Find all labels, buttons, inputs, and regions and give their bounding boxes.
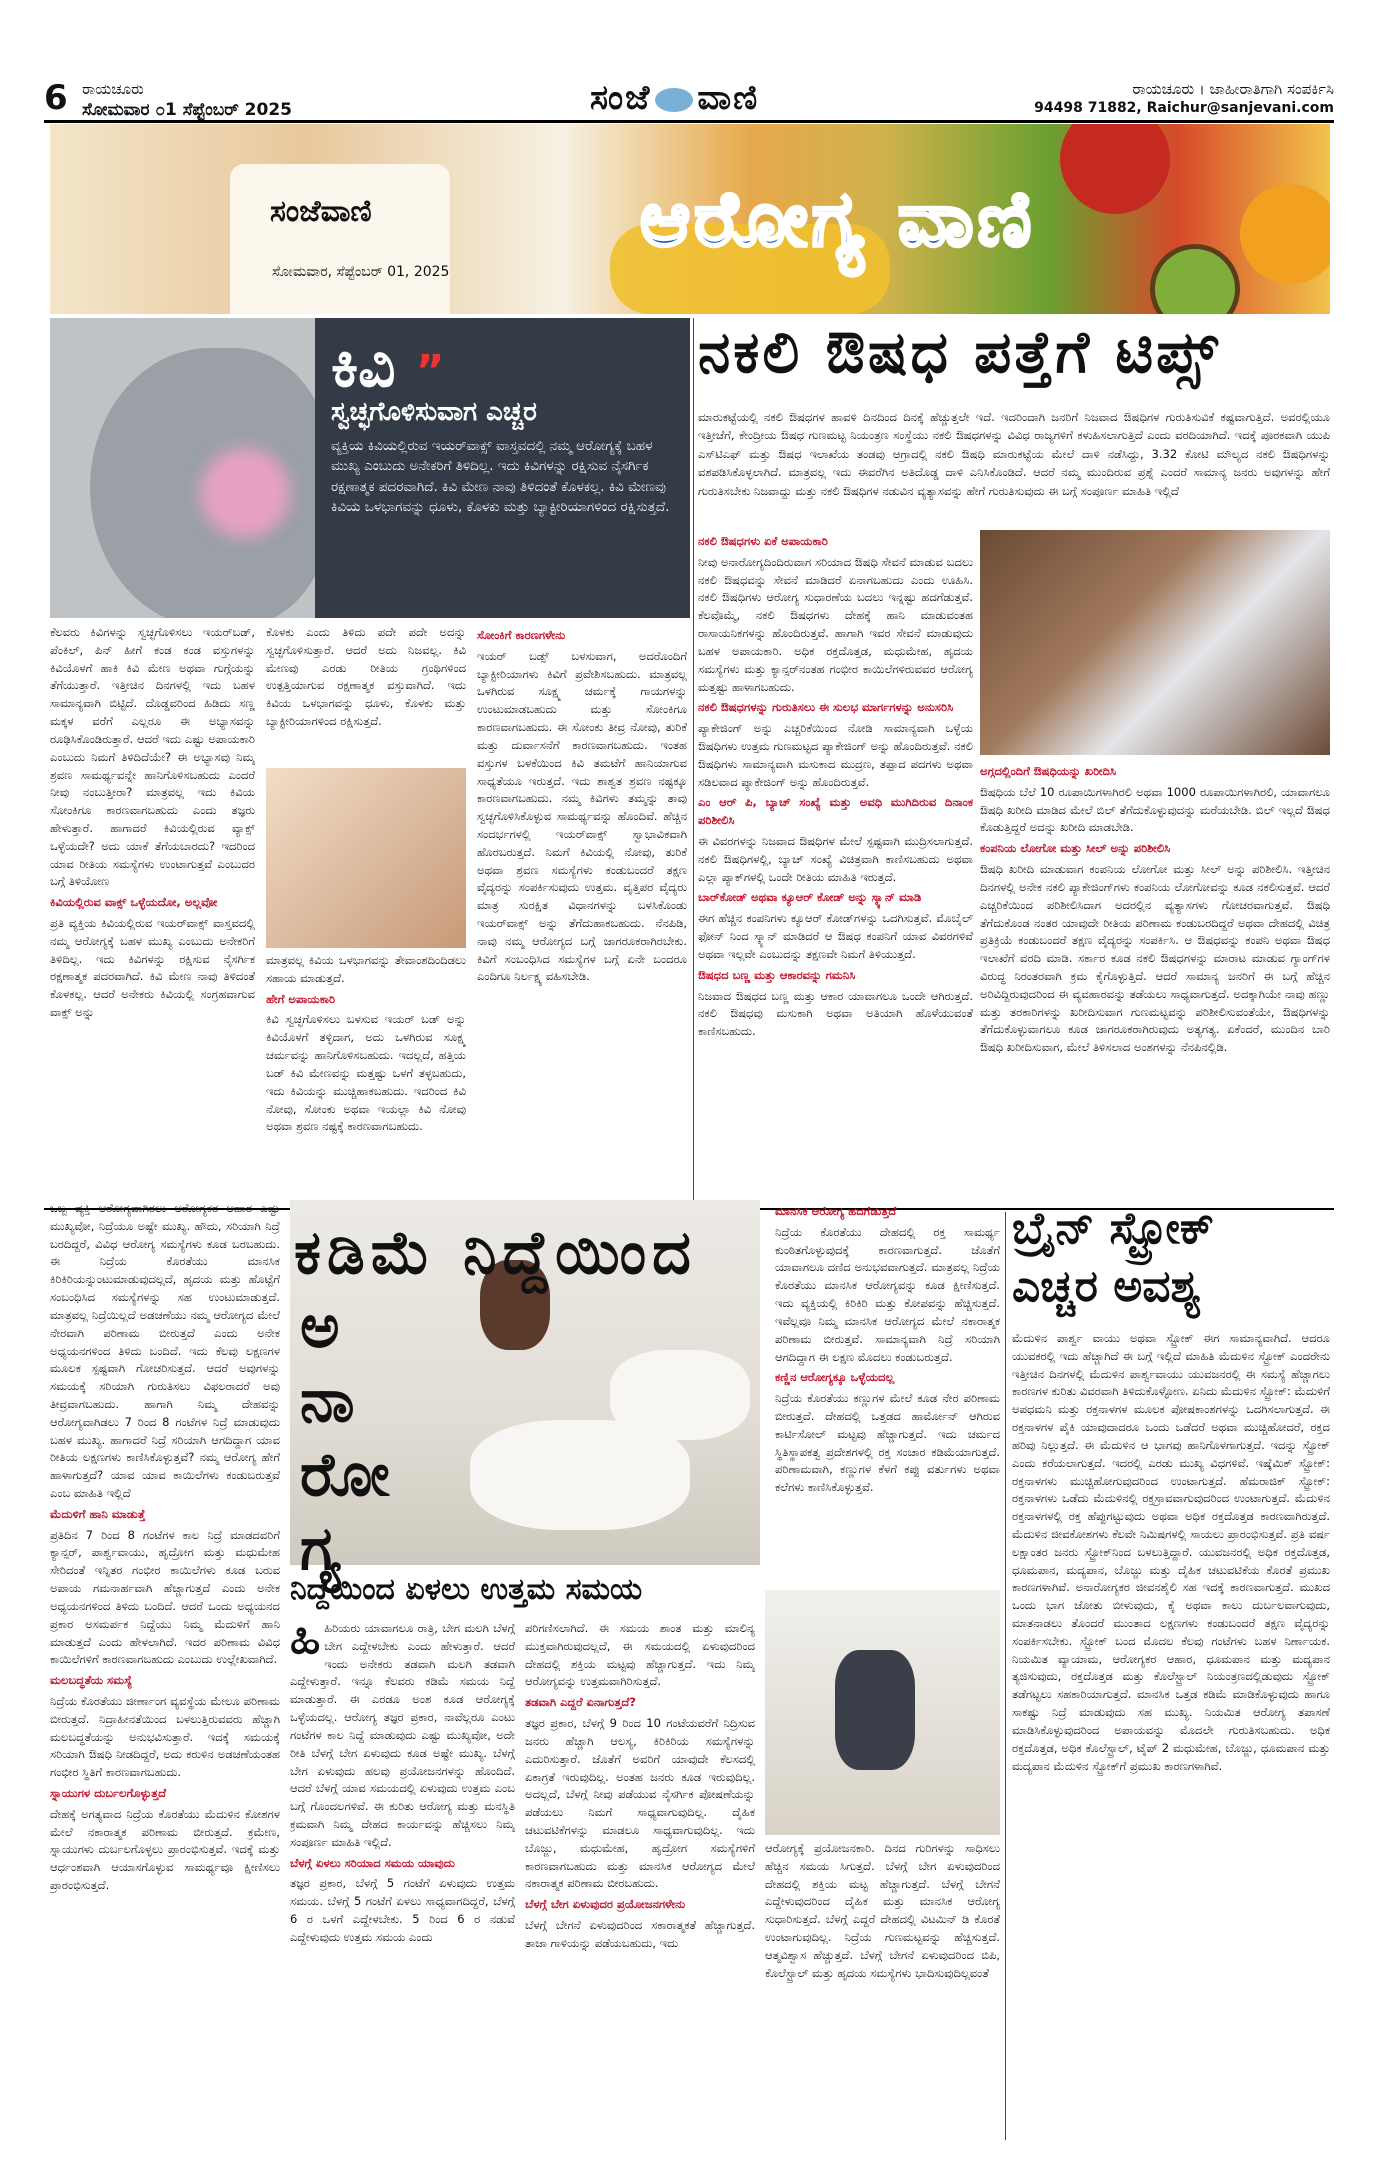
sleep-headline: ಕಡಿಮೆ ನಿದ್ದೆಯಿಂದ [294,1218,697,1288]
fake-subhead-1: ನಕಲಿ ಔಷಧಗಳು ಏಕೆ ಅಪಾಯಕಾರಿ [698,534,828,548]
edition-label: ರಾಯಚೂರು [82,80,144,98]
ad-contact-details: 94498 71882, Raichur@sanjevani.com [1034,100,1334,116]
sleep-body-f: ನಿದ್ರೆಯ ಕೊರತೆಯು ಕಣ್ಣುಗಳ ಮೇಲೆ ಕೂಡ ನೇರ ಪರಿಣಾಮ ಬೀರುತ್ತದೆ. ದೇಹದಲ್ಲಿ ಒತ್ತಡದ ಹಾರ್ಮೋನ್ ಆಗಿರುವ ಕಾರ್ಟಿಸೋಲ್ ಮಟ್ಟವು ಹೆಚ್ಚಾಗುತ್ತದೆ. ಇದು ಚರ್ಮದ ಸ್ಥಿತಿಸ್ಥಾಪಕತ್ವ ಪ್ರದೇಶಗಳಲ್ಲಿ ರಕ್ತ ಸಂಚಾರ ಕಡಿಮೆಯಾಗುತ್ತದೆ. ಪರಿಣಾಮವಾಗಿ, ಕಣ್ಣುಗಳ ಕೆಳಗೆ ಕಪ್ಪು ವರ್ತುಗಳು ಅಥವಾ ಕಲೆಗಳು ಕಾಣಿಸಿಕೊಳ್ಳುತ್ತವೆ. [775,1391,1000,1495]
sleep-column-2 [775,1200,1000,1584]
fake-column-2 [980,760,1330,1204]
waking-woman-photo [765,1590,1000,1835]
quote-icon: ” [415,346,445,397]
wake-subhead-1: ಬೆಳಗ್ಗೆ ಏಳಲು ಸರಿಯಾದ ಸಮಯ ಯಾವುದು [290,1855,455,1870]
fake-column-1 [698,530,973,1204]
sleep-subhead-2: ಮಲಬದ್ಧತೆಯ ಸಮಸ್ಯೆ [50,1673,133,1688]
fake-subhead-6: ಅಗ್ಗದಲ್ಲಿಂದಿಗೆ ಔಷಧಿಯನ್ನು ಖರೀದಿಸಿ [980,764,1117,778]
blanket-shape [470,1420,690,1530]
wake-column-1 [290,1620,515,2140]
wake-subhead-3: ಬೆಳಗ್ಗೆ ಬೇಗ ಏಳುವುದರ ಪ್ರಯೋಜನಗಳೇನು [525,1897,686,1912]
sleep-body-b: ಪ್ರತಿದಿನ 7 ರಿಂದ 8 ಗಂಟೆಗಳ ಕಾಲ ನಿದ್ರೆ ಮಾಡದವರಿಗೆ ಕ್ಯಾನ್ಸರ್, ಪಾರ್ಶ್ವವಾಯು, ಹೃದ್ರೋಗ ಮತ್ತು ಮಧುಮೇಹ ಸೇರಿದಂತೆ ಇನ್ನಿತರ ಗಂಭೀರ ಕಾಯಿಲೆಗಳು ಕೂಡ ಬರುವ ಅಪಾಯ ಗಮನಾರ್ಹವಾಗಿ ಹೆಚ್ಚಾಗುತ್ತದೆ ಎಂದು ಅನೇಕ ಅಧ್ಯಯನಗಳಿಂದ ತಿಳಿದು ಬಂದಿದೆ. ಆದರೆ ಒಂದು ಅಧ್ಯಯನದ ಪ್ರಕಾರ ಅಸಮರ್ಪಕ ನಿದ್ದೆಯು ನಿಮ್ಮ ಮೆದುಳಿಗೆ ಹಾನಿ ಮಾಡುತ್ತದೆ ಎಂದು ಹೇಳಲಾಗಿದೆ. ಇದರ ಪರಿಣಾಮ ವಿವಿಧ ಕಾಯಿಲೆಗಳಿಗೆ ಕಾರಣವಾಗಬಹುದು ಎಂಬುದು ಉಲ್ಲೇಖವಾಗಿದೆ. [50,1527,280,1667]
fake-body-a: ನೀವು ಅನಾರೋಗ್ಯದಿಂದಿರುವಾಗ ಸರಿಯಾದ ಔಷಧಿ ಸೇವನೆ ಮಾಡುವ ಬದಲು ನಕಲಿ ಔಷಧವನ್ನು ಸೇವನೆ ಮಾಡಿದರೆ ಏನಾಗಬಹುದು ಎಂದು ಊಹಿಸಿ. ನಕಲಿ ಔಷಧಿಗಳು ಆರೋಗ್ಯ ಸುಧಾರಣೆಯ ಬದಲು ಇನ್ನಷ್ಟು ಹದಗೆಡುತ್ತವೆ. ಕೆಲವೊಮ್ಮೆ, ನಕಲಿ ಔಷಧಗಳು ದೇಹಕ್ಕೆ ಹಾನಿ ಮಾಡುವಂತಹ ರಾಸಾಯನಿಕಗಳನ್ನು ಹೊಂದಿರುತ್ತವೆ. ಹಾಗಾಗಿ ಇವರ ಸೇವನೆ ಮಾಡುವುದು ಬಹಳ ಅಪಾಯಕಾರಿ. ಅಧಿಕ ರಕ್ತದೊತ್ತಡ, ಮಧುಮೇಹ, ಹೃದಯ ಸಮಸ್ಯೆಗಳು ಮತ್ತು ಕ್ಯಾನ್ಸರ್‌ನಂತಹ ಗಂಭೀರ ಕಾಯಿಲೆಗಳಿರುವವರ ಆರೋಗ್ಯ ಮತ್ತಷ್ಟು ಹಾಳಾಗಬಹುದು. [698,554,973,694]
masthead-rule [44,120,1334,123]
sleep-subhead-3: ಸ್ನಾಯುಗಳ ದುರ್ಬಲಗೊಳ್ಳುತ್ತದೆ [50,1786,167,1800]
fake-medicine-headline: ನಕಲಿ ಔಷಧ ಪತ್ತೆಗೆ ಟಿಪ್ಸ್ [698,318,1221,386]
wake-column-2 [525,1620,755,2140]
ear-column-1 [50,624,255,1204]
ear-col2-body-c: ಕಿವಿ ಸ್ವಚ್ಛಗೊಳಿಸಲು ಬಳಸುವ ಇಯರ್ ಬಡ್ ಅನ್ನು ಕಿವಿಯೊಳಗೆ ತಳ್ಳಿದಾಗ, ಅದು ಒಳಗಿರುವ ಸೂಕ್ಷ್ಮ ಚರ್ಮವನ್ನು ಹಾನಿಗೊಳಿಸಬಹುದು. ಇದಲ್ಲದೆ, ಹತ್ತಿಯ ಬಡ್ ಕಿವಿ ಮೇಣವನ್ನು ಮತ್ತಷ್ಟು ಒಳಗೆ ತಳ್ಳಬಹುದು, ಇದು ಕಿವಿಯನ್ನು ಮುಚ್ಚಿಹಾಕಬಹುದು. ಇದರಿಂದ ಕಿವಿ ನೋವು, ಸೋಂಕು ಅಥವಾ ಇಯಲ್ಲಾ ಕಿವಿ ನೋವು ಅಥವಾ ಶ್ರವಣ ನಷ್ಟಕ್ಕೆ ಕಾರಣವಾಗಬಹುದು. [266,1012,466,1134]
sleep-headline-vertical [300,1290,390,1586]
wake-column-3 [765,1840,1000,2140]
fake-subhead-2: ನಕಲಿ ಔಷಧಗಳನ್ನು ಗುರುತಿಸಲು ಈ ಸುಲಭ ಮಾರ್ಗಗಳನ್ನು ಅನುಸರಿಸಿ [698,700,954,715]
wake-body-e: ಬೆಳಗ್ಗೆ ಬೇಗನೆ ಏಳುವುದರಿಂದ ಸಕಾರಾತ್ಮಕತೆ ಹೆಚ್ಚಾಗುತ್ತದೆ. ತಾಜಾ ಗಾಳಿಯನ್ನು ಪಡೆಯಬಹುದು, ಇದು [525,1918,755,1950]
orange-image [1240,184,1330,284]
apple-image [1060,124,1170,214]
ear-headline-2: ಸ್ವಚ್ಛಗೊಳಿಸುವಾಗ ಎಚ್ಚರ [331,397,537,427]
fake-body-b: ಪ್ಯಾಕೇಜಿಂಗ್ ಅನ್ನು ಎಚ್ಚರಿಕೆಯಿಂದ ನೋಡಿ ಸಾಮಾನ್ಯವಾಗಿ ಒಳ್ಳೆಯ ಔಷಧಿಗಳು ಉತ್ತಮ ಗುಣಮಟ್ಟದ ಪ್ಯಾಕೇಜಿಂಗ್ ಅನ್ನು ಹೊಂದಿರುತ್ತವೆ. ನಕಲಿ ಔಷಧಿಗಳು ಸಾಮಾನ್ಯವಾಗಿ ಮಸುಕಾದ ಮುದ್ರಣ, ತಪ್ಪಾದ ಪದಗಳು ಅಥವಾ ಸಡಿಲವಾದ ಪ್ಯಾಕೇಜಿಂಗ್ ಅನ್ನು ಹೊಂದಿರುತ್ತವೆ. [698,721,973,789]
wake-headline: ನಿದ್ದೆಯಿಂದ ಏಳಲು ಉತ್ತಮ ಸಮಯ [290,1572,643,1607]
stroke-column [1012,1330,1330,2140]
fake-medicine-dek: ಮಾರುಕಟ್ಟೆಯಲ್ಲಿ ನಕಲಿ ಔಷಧಗಳ ಹಾವಳಿ ದಿನದಿಂದ ದಿನಕ್ಕೆ ಹೆಚ್ಚುತ್ತಲೇ ಇದೆ. ಇದರಿಂದಾಗಿ ಜನರಿಗೆ ನಿಜವಾದ ಔಷಧಿಗಳ ಗುರುತಿಸುವಿಕೆ ಕಷ್ಟವಾಗುತ್ತಿದೆ. ಅವರಲ್ಲಿಯೂ ಇತ್ತೀಚೆಗೆ, ಕೇಂದ್ರೀಯ ಔಷಧ ಗುಣಮಟ್ಟ ನಿಯಂತ್ರಣ ಸಂಸ್ಥೆಯು ನಕಲಿ ಔಷಧಗಳನ್ನು ವಿವಿಧ ರಾಜ್ಯಗಳಿಗೆ ಕಳುಹಿಸಲಾಗುತ್ತಿದೆ ಎಂದು ವರದಿಯಾಗಿದೆ. ಇದಕ್ಕೆ ಪೂರಕವಾಗಿ ಯುಪಿ ಎಸ್‌ಟಿಎಫ್ ಮತ್ತು ಔಷಧ ಇಲಾಖೆಯ ತಂಡವು ಆಗ್ರಾದಲ್ಲಿ ನಕಲಿ ಔಷಧಿ ಮಾರುಕಟ್ಟೆಯ ಮೇಲೆ ದಾಳಿ ನಡೆಸಿದ್ದು, 3.32 ಕೋಟಿ ಮೌಲ್ಯದ ನಕಲಿ ಔಷಧಿಗಳನ್ನು ವಶಪಡಿಸಿಕೊಳ್ಳಲಾಗಿದೆ. ಮಾತ್ರವಲ್ಲ ಇದು ಈವರೆಗಿನ ಅತಿದೊಡ್ಡ ದಾಳಿ ಎನಿಸಿಕೊಂಡಿದೆ. ಆದರೆ ನಮ್ಮ ಮುಂದಿರುವ ಪ್ರಶ್ನೆ ಎಂದರೆ ಸಾಮಾನ್ಯ ಜನರು ಅವುಗಳನ್ನು ಹೇಗೆ ಗುರುತಿಸಬೇಕು ನಿಜವಾದ್ದು ಮತ್ತು ನಕಲಿ ಔಷಧಿಗಳ ನಡುವಿನ ವ್ಯತ್ಯಾಸವನ್ನು ಹೇಗೆ ಗುರುತಿಸುವುದು ಈ ಬಗ್ಗೆ ಸಂಪೂರ್ಣ ಮಾಹಿತಿ ಇಲ್ಲಿದೆ [698,410,1330,498]
ear-col2-body-a: ಕೊಳಕು ಎಂದು ತಿಳಿದು ಪದೇ ಪದೇ ಅದನ್ನು ಸ್ವಚ್ಛಗೊಳಿಸುತ್ತಾರೆ. ಆದರೆ ಅದು ನಿಜವಲ್ಲ. ಕಿವಿ ಮೇಣವು ಎರಡು ರೀತಿಯ ಗ್ರಂಥಿಗಳಿಂದ ಉತ್ಪತ್ತಿಯಾಗುವ ರಕ್ಷಣಾತ್ಮಕ ವಸ್ತುವಾಗಿದೆ. ಇದು ಕಿವಿಯ ಒಳಭಾಗವನ್ನು ಧೂಳು, ಕೊಳಕು ಮತ್ತು ಬ್ಯಾಕ್ಟೀರಿಯಾಗಳಿಂದ ರಕ್ಷಿಸುತ್ತದೆ. [266,625,466,729]
wake-body-c: ಪರಿಗಣಿಸಲಾಗಿದೆ. ಈ ಸಮಯ ಶಾಂತ ಮತ್ತು ಮಾಲಿನ್ಯ ಮುಕ್ತವಾಗಿರುವುದಲ್ಲದೆ, ಈ ಸಮಯದಲ್ಲಿ ಏಳುವುದರಿಂದ ದೇಹದಲ್ಲಿ ಶಕ್ತಿಯ ಮಟ್ಟವು ಹೆಚ್ಚಾಗುತ್ತದೆ. ಇದು ನಿಮ್ಮ ಆರೋಗ್ಯವನ್ನು ಉತ್ತಮವಾಗಿರಿಸುತ್ತದೆ. [525,1621,755,1689]
woman-figure-2 [835,1650,915,1770]
ear-dek: ವ್ಯಕ್ತಿಯ ಕಿವಿಯಲ್ಲಿರುವ ಇಯರ್‌ವಾಕ್ಸ್ ವಾಸ್ತವದಲ್ಲಿ ನಮ್ಮ ಆರೋಗ್ಯಕ್ಕೆ ಬಹಳ ಮುಖ್ಯ ಎಂಬುದು ಅನೇಕರಿಗೆ ತಿಳಿದಿಲ್ಲ. ಇದು ಕಿವಿಗಳನ್ನು ರಕ್ಷಿಸುವ ನೈಸರ್ಗಿಕ ರಕ್ಷಣಾತ್ಮಕ ಪದರವಾಗಿದೆ. ಕಿವಿ ಮೇಣ ನಾವು ತಿಳಿದಂತೆ ಕೊಳಕಲ್ಲ. ಕಿವಿ ಮೇಣವು ಕಿವಿಯ ಒಳಭಾಗವನ್ನು ಧೂಳು, ಕೊಳಕು ಮತ್ತು ಬ್ಯಾಕ್ಟೀರಿಯಾಗಳಿಂದ ರಕ್ಷಿಸುತ್ತದೆ. [331,438,670,515]
ear-col3-body: ಇಯರ್ ಬಡ್ಸ್ ಬಳಸುವಾಗ, ಅದರೊಂದಿಗೆ ಬ್ಯಾಕ್ಟೀರಿಯಾಗಳು ಕಿವಿಗೆ ಪ್ರವೇಶಿಸಬಹುದು. ಮಾತ್ರವಲ್ಲ ಒಳಗಿರುವ ಸೂಕ್ಷ್ಮ ಚರ್ಮಕ್ಕೆ ಗಾಯಗಳನ್ನು ಉಂಟುಮಾಡಬಹುದು ಮತ್ತು ಸೋಂಕಿಗೂ ಕಾರಣವಾಗಬಹುದು. ಈ ಸೋಂಕು ತೀವ್ರ ನೋವು, ತುರಿಕೆ ಮತ್ತು ದುರ್ವಾಸನೆಗೆ ಕಾರಣವಾಗಬಹುದು. ಇಂತಹ ವಸ್ತುಗಳ ಬಳಕೆಯಿಂದ ಕಿವಿ ತಮಟೆಗೆ ಹಾನಿಯಾಗುವ ಸಾಧ್ಯತೆಯೂ ಇರುತ್ತದೆ. ಇದು ಶಾಶ್ವತ ಶ್ರವಣ ನಷ್ಟಕ್ಕೂ ಕಾರಣವಾಗಬಹುದು. ನಮ್ಮ ಕಿವಿಗಳು ತಮ್ಮನ್ನು ತಾವು ಸ್ವಚ್ಛಗೊಳಿಸಿಕೊಳ್ಳುವ ಸಾಮರ್ಥ್ಯವನ್ನು ಹೊಂದಿವೆ. ಹೆಚ್ಚಿನ ಸಂದರ್ಭಗಳಲ್ಲಿ ಇಯರ್‌ವಾಕ್ಸ್ ಸ್ವಾಭಾವಿಕವಾಗಿ ಹೊರಬರುತ್ತದೆ. ನಿಮಗೆ ಕಿವಿಯಲ್ಲಿ ನೋವು, ತುರಿಕೆ ಅಥವಾ ಶ್ರವಣ ಸಮಸ್ಯೆಗಳು ಕಂಡುಬಂದರೆ ತಕ್ಷಣ ವೈದ್ಯರನ್ನು ಸಂಪರ್ಕಿಸುವುದು ಉತ್ತಮ. ವೃತ್ತಿಪರ ವೈದ್ಯರು ಮಾತ್ರ ಸುರಕ್ಷಿತ ವಿಧಾನಗಳನ್ನು ಬಳಸಿಕೊಂಡು ಇಯರ್‌ವಾಕ್ಸ್ ಅನ್ನು ತೆಗೆದುಹಾಕಬಹುದು. ನೆನಪಿಡಿ, ನಾವು ನಮ್ಮ ಆರೋಗ್ಯದ ಬಗ್ಗೆ ಜಾಗರೂಕರಾಗಿರಬೇಕು. ಕಿವಿಗೆ ಸಂಬಂಧಿಸಿದ ಸಮಸ್ಯೆಗಳ ಬಗ್ಗೆ ಏನೇ ಬಂದರೂ ಎಂದಿಗೂ ನಿರ್ಲಕ್ಷ್ಯ ವಹಿಸಬೇಡಿ. [477,648,687,984]
kiwi-image [1150,244,1240,314]
sleep-subhead-5: ಕಣ್ಣಿನ ಆರೋಗ್ಯಕ್ಕೂ ಒಳ್ಳೆಯದಲ್ಲ [775,1370,895,1385]
banner-logo: ಸಂಜೆವಾಣಿ [270,194,372,229]
page-number: 6 [44,78,68,118]
sleep-vert-1: ಅ [300,1292,340,1362]
fake-subhead-7: ಕಂಪನಿಯ ಲೋಗೋ ಮತ್ತು ಸೀಲ್ ಅನ್ನು ಪರಿಶೀಲಿಸಿ [980,841,1171,856]
masthead [0,0,1378,120]
sleep-body-c: ನಿದ್ರೆಯ ಕೊರತೆಯು ಜೀರ್ಣಾಂಗ ವ್ಯವಸ್ಥೆಯ ಮೇಲೂ ಪರಿಣಾಮ ಬೀರುತ್ತದೆ. ನಿದ್ರಾಹೀನತೆಯಿಂದ ಬಳಲುತ್ತಿರುವವರು ಹೆಚ್ಚಾಗಿ ಮಲಬದ್ಧತೆಯನ್ನು ಅನುಭವಿಸುತ್ತಾರೆ. ಇದಕ್ಕೆ ಸಮಯಕ್ಕೆ ಸರಿಯಾಗಿ ಔಷಧಿ ನೀಡದಿದ್ದರೆ, ಅದು ಕರುಳಿನ ಅಡಚಣೆಯಂತಹ ಗಂಭೀರ ಸ್ಥಿತಿಗೆ ಕಾರಣವಾಗಬಹುದು. [50,1693,280,1780]
ad-contact-label: ರಾಯಚೂರು । ಜಾಹೀರಾತಿಗಾಗಿ ಸಂಪರ್ಕಿಸಿ [1132,80,1334,98]
stroke-headline [1012,1200,1330,1316]
sleep-column-1 [50,1200,280,2140]
sleep-vert-4: ಗ್ಯ [300,1514,341,1584]
wake-subhead-2: ತಡವಾಗಿ ಎದ್ದರೆ ಏನಾಗುತ್ತದೆ? [525,1695,636,1710]
sleep-body-e: ನಿದ್ರೆಯ ಕೊರತೆಯು ದೇಹದಲ್ಲಿ ರಕ್ತ ಸಾಮರ್ಥ್ಯ ಕುಂಠಿತಗೊಳ್ಳುವುದಕ್ಕೆ ಕಾರಣವಾಗುತ್ತದೆ. ಜೊತೆಗೆ ಯಾವಾಗಲೂ ದಣಿದ ಅನುಭವವಾಗುತ್ತದೆ. ಮಾತ್ರವಲ್ಲ ನಿದ್ರೆಯ ಕೊರತೆಯು ಮಾನಸಿಕ ಆರೋಗ್ಯವನ್ನು ಕೂಡ ಕ್ಷೀಣಿಸುತ್ತದೆ. ಇದು ವ್ಯಕ್ತಿಯಲ್ಲಿ ಕಿರಿಕಿರಿ ಮತ್ತು ಕೋಪವನ್ನು ಹೆಚ್ಚಿಸುತ್ತದೆ. ಇವೆಲ್ಲವೂ ನಿಮ್ಮ ಮಾನಸಿಕ ಆರೋಗ್ಯದ ಮೇಲೆ ನಕಾರಾತ್ಮಕ ಪರಿಣಾಮ ಬೀರುತ್ತವೆ. ಸಾಮಾನ್ಯವಾಗಿ ನಿದ್ರೆ ಸರಿಯಾಗಿ ಆಗದಿದ್ದಾಗ ಈ ಲಕ್ಷಣ ಮೊದಲು ಕಂಡುಬರುತ್ತದೆ. [775,1224,1000,1364]
ear-column-2b [266,952,466,1202]
ear-col2-body-b: ಮಾತ್ರವಲ್ಲ ಕಿವಿಯ ಒಳಭಾಗವನ್ನು ತೇವಾಂಶದಿಂದಿಡಲು ಸಹಾಯ ಮಾಡುತ್ತದೆ. [266,953,466,985]
stroke-body: ಮೆದುಳಿನ ಪಾರ್ಶ್ವ ವಾಯು ಅಥವಾ ಸ್ಟ್ರೋಕ್ ಈಗ ಸಾಮಾನ್ಯವಾಗಿದೆ. ಆದರೂ ಯುವಕರಲ್ಲಿ ಇದು ಹೆಚ್ಚಾಗಿದೆ ಈ ಬಗ್ಗೆ ಇಲ್ಲಿದೆ ಮಾಹಿತಿ ಮೆದುಳಿನ ಸ್ಟ್ರೋಕ್ ಎಂದರೇನು ಇತ್ತೀಚಿನ ದಿನಗಳಲ್ಲಿ ಮೆದುಳಿನ ಪಾರ್ಶ್ವವಾಯು ಯುವಜನರಲ್ಲಿ ಈ ಸಮಸ್ಯೆ ಹೆಚ್ಚಾಗಲು ಕಾರಣಗಳ ಕುರಿತು ವಿವರವಾಗಿ ತಿಳಿದುಕೊಳ್ಳೋಣ. ಏನಿದು ಮೆದುಳಿನ ಸ್ಟ್ರೋಕ್: ಮೆದುಳಿಗೆ ಅಪಧಮನಿ ಮತ್ತು ರಕ್ತನಾಳಗಳ ಮೂಲಕ ಪೋಷಕಾಂಶಗಳನ್ನು ಒದಗಿಸಲಾಗುತ್ತದೆ. ಈ ರಕ್ತನಾಳಗಳ ಪೈಕಿ ಯಾವುದಾದರೂ ಒಂದು ಒಡೆದರೆ ಅಥವಾ ಮುಚ್ಚಿಹೋದರೆ, ರಕ್ತದ ಹರಿವು ನಿಲ್ಲುತ್ತದೆ. ಈ ಮೆದುಳಿನ ಆ ಭಾಗವು ಹಾನಿಗೊಳಗಾಗುತ್ತದೆ. ಇದನ್ನು ಸ್ಟ್ರೋಕ್ ಎಂದು ಕರೆಯಲಾಗುತ್ತದೆ. ಇದರಲ್ಲಿ ಎರಡು ಮುಖ್ಯ ವಿಧಗಳಿವೆ. ಇಷ್ಕೆಮಿಕ್ ಸ್ಟ್ರೋಕ್: ರಕ್ತನಾಳಗಳು ಮುಚ್ಚಿಹೋಗುವುದರಿಂದ ಉಂಟಾಗುತ್ತದೆ. ಹೆಮರಾಜಿಕ್ ಸ್ಟ್ರೋಕ್: ರಕ್ತನಾಳಗಳು ಒಡೆದು ಮೆದುಳಿನಲ್ಲಿ ರಕ್ತಸ್ರಾವವಾಗುವುದರಿಂದ ಉಂಟಾಗುತ್ತದೆ. ಮೆದುಳಿನ ರಕ್ತನಾಳಗಳಲ್ಲಿ ರಕ್ತ ಹೆಪ್ಪುಗಟ್ಟುವುದು ಅಥವಾ ಅಧಿಕ ರಕ್ತದೊತ್ತಡ ಕಾರಣವಾಗಿರುತ್ತದೆ. ಮೆದುಳಿನ ಜೀವಕೋಶಗಳು ಕೆಲವೇ ನಿಮಿಷಗಳಲ್ಲಿ ಸಾಯಲು ಪ್ರಾರಂಭಿಸುತ್ತವೆ. ಪ್ರತಿ ವರ್ಷ ಲಕ್ಷಾಂತರ ಜನರು ಸ್ಟ್ರೋಕ್‌ನಿಂದ ಬಳಲುತ್ತಿದ್ದಾರೆ. ಯುವಜನರಲ್ಲಿ ಅಧಿಕ ರಕ್ತದೊತ್ತಡ, ಧೂಮಪಾನ, ಮದ್ಯಪಾನ, ಬೊಜ್ಜು ಮತ್ತು ದೈಹಿಕ ಚಟುವಟಿಕೆಯ ಕೊರತೆ ಪ್ರಮುಖ ಕಾರಣಗಳಾಗಿವೆ. ಅನಾರೋಗ್ಯಕರ ಜೀವನಶೈಲಿ ಸಹ ಇದಕ್ಕೆ ಕಾರಣವಾಗುತ್ತದೆ. ಮುಖದ ಒಂದು ಭಾಗ ಜೋತು ಬೀಳುವುದು, ಕೈ ಅಥವಾ ಕಾಲು ದುರ್ಬಲವಾಗುವುದು, ಮಾತನಾಡಲು ತೊಂದರೆ ಮುಂತಾದ ಲಕ್ಷಣಗಳು ಕಂಡುಬಂದರೆ ತಕ್ಷಣ ವೈದ್ಯರನ್ನು ಸಂಪರ್ಕಿಸಬೇಕು. ಸ್ಟ್ರೋಕ್ ಬಂದ ಮೊದಲ ಕೆಲವು ಗಂಟೆಗಳು ಬಹಳ ನಿರ್ಣಾಯಕ. ನಿಯಮಿತ ವ್ಯಾಯಾಮ, ಆರೋಗ್ಯಕರ ಆಹಾರ, ಧೂಮಪಾನ ಮತ್ತು ಮದ್ಯಪಾನ ತ್ಯಜಿಸುವುದು, ರಕ್ತದೊತ್ತಡ ಮತ್ತು ಕೊಲೆಸ್ಟ್ರಾಲ್ ನಿಯಂತ್ರಣದಲ್ಲಿಡುವುದು ಸ್ಟ್ರೋಕ್ ತಡೆಗಟ್ಟಲು ಸಹಕಾರಿಯಾಗುತ್ತದೆ. ಮಾನಸಿಕ ಒತ್ತಡ ಕಡಿಮೆ ಮಾಡಿಕೊಳ್ಳುವುದು ಹಾಗೂ ಸಾಕಷ್ಟು ನಿದ್ರೆ ಮಾಡುವುದು ಸಹ ಮುಖ್ಯ. ನಿಯಮಿತ ಆರೋಗ್ಯ ತಪಾಸಣೆ ಮಾಡಿಸಿಕೊಳ್ಳುವುದರಿಂದ ಅಪಾಯವನ್ನು ಮೊದಲೇ ಗುರುತಿಸಬಹುದು. ಅಧಿಕ ರಕ್ತದೊತ್ತಡ, ಅಧಿಕ ಕೊಲೆಸ್ಟ್ರಾಲ್, ಟೈಪ್ 2 ಮಧುಮೇಹ, ಬೊಜ್ಜು, ಧೂಮಪಾನ ಮತ್ತು ಮದ್ಯಪಾನ ಮೆದುಳಿನ ಸ್ಟ್ರೋಕ್‌ಗೆ ಪ್ರಮುಖ ಕಾರಣಗಳಾಗಿವೆ. [1012,1331,1330,1773]
ear-col1-body-b: ಪ್ರತಿ ವ್ಯಕ್ತಿಯ ಕಿವಿಯಲ್ಲಿರುವ ಇಯರ್‌ವಾಕ್ಸ್ ವಾಸ್ತವದಲ್ಲಿ ನಮ್ಮ ಆರೋಗ್ಯಕ್ಕೆ ಬಹಳ ಮುಖ್ಯ ಎಂಬುದು ಅನೇಕರಿಗೆ ತಿಳಿದಿಲ್ಲ. ಇದು ಕಿವಿಗಳನ್ನು ರಕ್ಷಿಸುವ ನೈಸರ್ಗಿಕ ರಕ್ಷಣಾತ್ಮಕ ಪದರವಾಗಿದೆ. ಕಿವಿ ಮೇಣ ನಾವು ತಿಳಿದಂತೆ ಕೊಳಕಲ್ಲ. ಆದರೆ ಅನೇಕರು ಕಿವಿಯಲ್ಲಿ ಸಂಗ್ರಹವಾಗುವ ವಾಕ್ಸ್ ಅನ್ನು [50,916,255,1020]
wake-body-d: ತಜ್ಞರ ಪ್ರಕಾರ, ಬೆಳಗ್ಗೆ 9 ರಿಂದ 10 ಗಂಟೆಯವರೆಗೆ ನಿದ್ರಿಸುವ ಜನರು ಹೆಚ್ಚಾಗಿ ಆಲಸ್ಯ, ಕಿರಿಕಿರಿಯ ಸಮಸ್ಯೆಗಳನ್ನು ಎದುರಿಸುತ್ತಾರೆ. ಜೊತೆಗೆ ಅವರಿಗೆ ಯಾವುದೇ ಕೆಲಸದಲ್ಲಿ ಏಕಾಗ್ರತೆ ಇರುವುದಿಲ್ಲ. ಅಂತಹ ಜನರು ಕೂಡ ಇರುವುದಿಲ್ಲ. ಅದಲ್ಲದೆ, ಬೆಳಗ್ಗೆ ನೀವು ಪಡೆಯುವ ನೈಸರ್ಗಿಕ ಪೋಷಣೆಯನ್ನು ಪಡೆಯಲು ನಿಮಗೆ ಸಾಧ್ಯವಾಗುವುದಿಲ್ಲ. ದೈಹಿಕ ಚಟುವಟಿಕೆಗಳನ್ನು ಮಾಡಲೂ ಸಾಧ್ಯವಾಗುವುದಿಲ್ಲ. ಇದು ಬೊಜ್ಜು, ಮಧುಮೇಹ, ಹೃದ್ರೋಗ ಸಮಸ್ಯೆಗಳಿಗೆ ಕಾರಣವಾಗಬಹುದು ಮತ್ತು ಮಾನಸಿಕ ಆರೋಗ್ಯದ ಮೇಲೆ ನಕಾರಾತ್ಮಕ ಪರಿಣಾಮ ಬೀರಬಹುದು. [525,1716,755,1891]
fake-body-f: ಔಷಧಿಯ ಬೆಲೆ 10 ರೂಪಾಯಿಗಳಾಗಿರಲಿ ಅಥವಾ 1000 ರೂಪಾಯಿಗಳಾಗಿರಲಿ, ಯಾವಾಗಲೂ ಔಷಧಿ ಖರೀದಿ ಮಾಡಿದ ಮೇಲೆ ಬಿಲ್ ತೆಗೆದುಕೊಳ್ಳುವುದನ್ನು ಮರೆಯಬೇಡಿ. ಬಿಲ್ ಇಲ್ಲದೆ ಔಷಧ ಕೊಡುತ್ತಿದ್ದರೆ ಅದನ್ನು ಖರೀದಿ ಮಾಡಬೇಡಿ. [980,784,1330,835]
sleep-vert-3: ರೋ [300,1440,390,1510]
section-banner [50,124,1330,314]
fake-subhead-5: ಔಷಧದ ಬಣ್ಣ ಮತ್ತು ಆಕಾರವನ್ನು ಗಮನಿಸಿ [698,967,856,982]
ear-highlight [200,448,290,538]
section-title: ಆರೋಗ್ಯ ವಾಣಿ [640,174,1036,263]
fake-body-c: ಈ ವಿವರಗಳನ್ನು ನಿಜವಾದ ಔಷಧಿಗಳ ಮೇಲೆ ಸ್ಪಷ್ಟವಾಗಿ ಮುದ್ರಿಸಲಾಗುತ್ತದೆ. ನಕಲಿ ಔಷಧಿಗಳಲ್ಲಿ, ಬ್ಯಾಚ್ ಸಂಖ್ಯೆ ವಿಚಿತ್ರವಾಗಿ ಕಾಣಿಸಬಹುದು ಅಥವಾ ಎಲ್ಲಾ ಪ್ಯಾಕ್‌ಗಳಲ್ಲಿ ಒಂದೇ ರೀತಿಯ ಮಾಹಿತಿ ಇರುತ್ತದೆ. [698,834,973,884]
fake-body-g: ಔಷಧಿ ಖರೀದಿ ಮಾಡುವಾಗ ಕಂಪನಿಯ ಲೋಗೋ ಮತ್ತು ಸೀಲ್ ಅನ್ನು ಪರಿಶೀಲಿಸಿ. ಇತ್ತೀಚಿನ ದಿನಗಳಲ್ಲಿ ಅನೇಕ ನಕಲಿ ಪ್ಯಾಕೇಜಿಂಗ್‌ಗಳು ಕಂಪನಿಯ ಲೋಗೋವನ್ನು ಕೂಡ ನಕಲಿಸುತ್ತವೆ. ಆದರೆ ಎಚ್ಚರಿಕೆಯಿಂದ ಪರಿಶೀಲಿಸಿದಾಗ ಅದರಲ್ಲಿನ ವ್ಯತ್ಯಾಸಗಳು ಗೋಚರವಾಗುತ್ತವೆ. ಔಷಧಿ ತೆಗೆದುಕೊಂಡ ನಂತರ ಯಾವುದೇ ರೀತಿಯ ಪರಿಣಾಮ ಕಂಡುಬರದಿದ್ದರೆ ಅಥವಾ ದೇಹದಲ್ಲಿ ವಿಚಿತ್ರ ಪ್ರತಿಕ್ರಿಯೆ ಕಂಡುಬಂದರೆ ತಕ್ಷಣ ವೈದ್ಯರನ್ನು ಸಂಪರ್ಕಿಸಿ. ಆ ಔಷಧವನ್ನು ಕಂಪನಿ ಅಥವಾ ಔಷಧ ಇಲಾಖೆಗೆ ವರದಿ ಮಾಡಿ. ಸರ್ಕಾರ ಕೂಡ ನಕಲಿ ಔಷಧಗಳನ್ನು ಮಾರಾಟ ಮಾಡುವ ಗ್ಯಾಂಗ್‌ಗಳ ವಿರುದ್ಧ ನಿರಂತರವಾಗಿ ಕ್ರಮ ಕೈಗೊಳ್ಳುತ್ತಿದೆ. ಆದರೆ ಸಾಮಾನ್ಯ ಜನರಿಗೆ ಈ ಬಗ್ಗೆ ಹೆಚ್ಚಿನ ಅರಿವಿದ್ದಿರುವುದರಿಂದ ಈ ವ್ಯವಹಾರವನ್ನು ತಡೆಯಲು ಸಾಧ್ಯವಾಗುತ್ತದೆ. ಅದಕ್ಕಾಗಿಯೇ ನಾವು ಹಣ್ಣು ಮತ್ತು ತರಕಾರಿಗಳನ್ನು ಖರೀದಿಸುವಾಗ ಗುಣಮಟ್ಟವನ್ನು ಪರಿಶೀಲಿಸುವಂತೆಯೇ, ಔಷಧಿಗಳನ್ನು ತೆಗೆದುಕೊಳ್ಳುವಾಗಲೂ ಕೂಡ ಜಾಗರೂಕರಾಗಿರುವುದು ಅತ್ಯಗತ್ಯ. ಏಕೆಂದರೆ, ಮುಂದಿನ ಬಾರಿ ಔಷಧಿ ಖರೀದಿಸುವಾಗ, ಮೇಲೆ ತಿಳಿಸಲಾದ ಅಂಶಗಳನ್ನು ನೆನಪಿನಲ್ಲಿಡಿ. [980,862,1330,1055]
banner-date: ಸೋಮವಾರ, ಸೆಪ್ಟೆಂಬರ್ 01, 2025 [272,264,450,280]
wake-dropcap: ಹಿ [290,1620,321,1664]
sleep-body-d: ದೇಹಕ್ಕೆ ಅಗತ್ಯವಾದ ನಿದ್ರೆಯ ಕೊರತೆಯು ಮೆದುಳಿನ ಕೋಶಗಳ ಮೇಲೆ ನಕಾರಾತ್ಮಕ ಪರಿಣಾಮ ಬೀರುತ್ತದೆ. ಕ್ರಮೇಣ, ಸ್ನಾಯುಗಳು ದುರ್ಬಲಗೊಳ್ಳಲು ಪ್ರಾರಂಭಿಸುತ್ತವೆ. ಇದಕ್ಕೆ ಮತ್ತು ಆರ್ಧಂಶವಾಗಿ ಆಯಾಸಗೊಳ್ಳುವ ಸಾಮರ್ಥ್ಯವೂ ಕ್ಷೀಣಿಸಲು ಪ್ರಾರಂಭಿಸುತ್ತದೆ. [50,1806,280,1893]
sleep-subhead-4: ಮಾನಸಿಕ ಆರೋಗ್ಯ ಹದಗೆಡುತ್ತದೆ [775,1204,897,1218]
ear-column-3 [477,624,687,1204]
ear-col1-body: ಕೆಲವರು ಕಿವಿಗಳನ್ನು ಸ್ವಚ್ಛಗೊಳಿಸಲು ಇಯರ್‌ಬಡ್, ಪೆಂಕಿಲ್, ಪಿನ್ ಹೀಗೆ ಕಂಡ ಕಂಡ ವಸ್ತುಗಳನ್ನು ಕಿವಿಯೊಳಗೆ ಹಾಕಿ ಕಿವಿ ಮೇಣ ಅಥವಾ ಗುಗ್ಗೆಯನ್ನು ತೆಗೆಯುತ್ತಾರೆ. ಇತ್ತೀಚಿನ ದಿನಗಳಲ್ಲಿ ಇದು ಬಹಳ ಸಾಮಾನ್ಯವಾಗಿ ಬಿಟ್ಟಿದೆ. ದೊಡ್ಡವರಿಂದ ಹಿಡಿದು ಸಣ್ಣ ಮಕ್ಕಳ ವರೆಗೆ ಎಲ್ಲರೂ ಈ ಅಭ್ಯಾಸವನ್ನು ರೂಢಿಸಿಕೊಂಡಿರುತ್ತಾರೆ. ಆದರೆ ಇದು ಎಷ್ಟು ಅಪಾಯಕಾರಿ ಎಂಬುದು ನಿಮಗೆ ತಿಳಿದಿದೆಯೇ? ಈ ಅಭ್ಯಾಸವು ನಿಮ್ಮ ಶ್ರವಣ ಸಾಮರ್ಥ್ಯವನ್ನೇ ಹಾನಿಗೊಳಿಸಬಹುದು ಎಂದರೆ ನೀವು ನಂಬುತ್ತೀರಾ? ಮಾತ್ರವಲ್ಲ ಇದು ಕಿವಿಯ ಸೋಂಕಿಗೂ ಕಾರಣವಾಗಬಹುದು ಎಂದು ತಜ್ಞರು ಹೇಳುತ್ತಾರೆ. ಹಾಗಾದರೆ ಕಿವಿಯಲ್ಲಿರುವ ವ್ಯಾಕ್ಸ್ ಒಳ್ಳೆಯದೇ? ಅದು ಯಾಕೆ ತೆಗೆಯಬಾರದು? ಇದರಿಂದ ಯಾವ ರೀತಿಯ ಸಮಸ್ಯೆಗಳು ಉಂಟಾಗುತ್ತವೆ ಎಂಬುದರ ಬಗ್ಗೆ ತಿಳಿಯೋಣ [50,625,255,889]
fake-subhead-4: ಬಾರ್‌ಕೋಡ್ ಅಥವಾ ಕ್ಯೂಆರ್ ಕೋಡ್ ಅನ್ನು ಸ್ಕ್ಯಾನ್ ಮಾಡಿ [698,890,922,905]
logo-right: ವಾಣಿ [697,78,760,118]
logo-left: ಸಂಜೆ [590,78,652,118]
ear-headline-panel [315,318,690,618]
stroke-headline-1: ಬ್ರೈನ್ ಸ್ಟ್ರೋಕ್ [1012,1203,1214,1254]
newspaper-logo [590,78,759,118]
wake-body-b: ತಜ್ಞರ ಪ್ರಕಾರ, ಬೆಳಗ್ಗೆ 5 ಗಂಟೆಗೆ ಏಳುವುದು ಉತ್ತಮ ಸಮಯ. ಬೆಳಗ್ಗೆ 5 ಗಂಟೆಗೆ ಏಳಲು ಸಾಧ್ಯವಾಗದಿದ್ದರೆ, ಬೆಳಗ್ಗೆ 6 ರ ಒಳಗೆ ಎದ್ದೇಳಬೇಕು. 5 ರಿಂದ 6 ರ ನಡುವೆ ಎದ್ದೇಳುವುದು ಉತ್ತಮ ಸಮಯ ಎಂದು [290,1876,515,1944]
column-divider-2 [1005,1212,1006,2140]
sleep-subhead-1: ಮೆದುಳಿಗೆ ಹಾನಿ ಮಾಡುತ್ತೆ [50,1506,146,1521]
wake-body-f: ಆರೋಗ್ಯಕ್ಕೆ ಪ್ರಯೋಜನಕಾರಿ. ದಿನದ ಗುರಿಗಳನ್ನು ಸಾಧಿಸಲು ಹೆಚ್ಚಿನ ಸಮಯ ಸಿಗುತ್ತದೆ. ಬೆಳಗ್ಗೆ ಬೇಗ ಏಳುವುದರಿಂದ ದೇಹದಲ್ಲಿ ಶಕ್ತಿಯ ಮಟ್ಟ ಹೆಚ್ಚಾಗುತ್ತದೆ. ಬೆಳಗ್ಗೆ ಬೇಗನೆ ಎದ್ದೇಳುವುದರಿಂದ ದೈಹಿಕ ಮತ್ತು ಮಾನಸಿಕ ಆರೋಗ್ಯ ಸುಧಾರಿಸುತ್ತದೆ. ಬೆಳಗ್ಗೆ ಎದ್ದರೆ ದೇಹದಲ್ಲಿ ವಿಟಮಿನ್ ಡಿ ಕೊರತೆ ಉಂಟಾಗುವುದಿಲ್ಲ. ನಿದ್ರೆಯ ಗುಣಮಟ್ಟವನ್ನು ಹೆಚ್ಚಿಸುತ್ತದೆ. ಆತ್ಮವಿಶ್ವಾಸ ಹೆಚ್ಚುತ್ತದೆ. ಬೆಳಗ್ಗೆ ಬೇಗನೆ ಏಳುವುದರಿಂದ ಬಿಪಿ, ಕೊಲೆಸ್ಟ್ರಾಲ್ ಮತ್ತು ಹೃದಯ ಸಮಸ್ಯೆಗಳು ಭಾದಿಸುವುದಿಲ್ಲವಂತೆ [765,1841,1000,1980]
column-divider [693,318,694,1204]
fake-body-d: ಈಗ ಹೆಚ್ಚಿನ ಕಂಪನಿಗಳು ಕ್ಯೂಆರ್ ಕೋಡ್‌ಗಳನ್ನು ಒದಗಿಸುತ್ತವೆ. ಮೊಬೈಲ್ ಫೋನ್ ನಿಂದ ಸ್ಕ್ಯಾನ್ ಮಾಡಿದರೆ ಆ ಔಷಧ ಕಂಪನಿಗೆ ಯಾವ ವಿವರಗಳಿವೆ ಅಥವಾ ಇಲ್ಲವೇ ಎಂಬುದನ್ನು ತಕ್ಷಣವೇ ನಿಮಗೆ ತಿಳಿಯುತ್ತದೆ. [698,911,973,961]
issue-date: ಸೋಮವಾರ ೦1 ಸೆಪ್ಟೆಂಬರ್ 2025 [82,100,292,120]
ear-story-header [50,318,690,618]
pills-in-hands-photo [980,530,1330,755]
ear-col1-subhead: ಕಿವಿಯಲ್ಲಿರುವ ವಾಕ್ಸ್ ಒಳ್ಳೆಯದೋ, ಅಲ್ಲವೋ [50,895,218,910]
globe-icon [655,88,693,112]
milk-glass-image [230,164,450,314]
wake-body-a: ಹಿರಿಯರು ಯಾವಾಗಲೂ ರಾತ್ರಿ, ಬೇಗ ಮಲಗಿ ಬೆಳಗ್ಗೆ ಬೇಗ ಎದ್ದೇಳಬೇಕು ಎಂದು ಹೇಳುತ್ತಾರೆ. ಆದರೆ ಇಂದು ಅನೇಕರು ತಡವಾಗಿ ಮಲಗಿ ತಡವಾಗಿ ಎದ್ದೇಳುತ್ತಾರೆ. ಇನ್ನೂ ಕೆಲವರು ಕಡಿಮೆ ಸಮಯ ನಿದ್ದೆ ಮಾಡುತ್ತಾರೆ. ಈ ಎರಡೂ ಅಂಶ ಕೂಡ ಆರೋಗ್ಯಕ್ಕೆ ಒಳ್ಳೆಯದಲ್ಲ. ಆರೋಗ್ಯ ತಜ್ಞರ ಪ್ರಕಾರ, ನಾವೆಲ್ಲರೂ ಎಂಟು ಗಂಟೆಗಳ ಕಾಲ ನಿದ್ದೆ ಮಾಡುವುದು ಎಷ್ಟು ಮುಖ್ಯವೋ, ಅದೇ ರೀತಿ ಬೆಳಗ್ಗೆ ಬೇಗ ಏಳುವುದು ಕೂಡ ಅಷ್ಟೇ ಮುಖ್ಯ. ಬೆಳಗ್ಗೆ ಬೇಗ ಏಳುವುದು ಹಲವು ಪ್ರಯೋಜನಗಳನ್ನು ಹೊಂದಿದೆ. ಆದರೆ ಬೆಳಗ್ಗೆ ಯಾವ ಸಮಯದಲ್ಲಿ ಏಳುವುದು ಉತ್ತಮ ಎಂಬ ಬಗ್ಗೆ ಗೊಂದಲಗಳಿವೆ. ಈ ಕುರಿತು ಆರೋಗ್ಯ ಮತ್ತು ಮನಸ್ಥಿತಿ ಕ್ರಮವಾಗಿ ನಿಮ್ಮ ದೇಹದ ಕಾರ್ಯವನ್ನು ಹೆಚ್ಚಿಸಲು ನಿಮ್ಮ ಸಂಪೂರ್ಣ ಮಾಹಿತಿ ಇಲ್ಲಿದೆ. [290,1621,515,1849]
ear-column-2a [266,624,466,764]
ear-col2-subhead: ಹೇಗೆ ಅಪಾಯಕಾರಿ [266,991,336,1006]
fake-body-e: ನಿಜವಾದ ಔಷಧದ ಬಣ್ಣ ಮತ್ತು ಆಕಾರ ಯಾವಾಗಲೂ ಒಂದೇ ಆಗಿರುತ್ತದೆ. ನಕಲಿ ಔಷಧವು ಮಸುಕಾಗಿ ಅಥವಾ ಅತಿಯಾಗಿ ಹೊಳೆಯುವಂತೆ ಕಾಣಿಸಬಹುದು. [698,988,973,1039]
stroke-headline-2: ಎಚ್ಚರ ಅವಶ್ಯ [1012,1261,1201,1312]
ear-col3-subhead: ಸೋಂಕಿಗೆ ಕಾರಣಗಳೇನು [477,628,566,642]
sleep-body-a: ಒಬ್ಬ ವ್ಯಕ್ತಿ ಆರೋಗ್ಯವಾಗಿರಲು ಆರೋಗ್ಯಕರ ಆಹಾರ ಎಷ್ಟು ಮುಖ್ಯವೋ, ನಿದ್ರೆಯೂ ಅಷ್ಟೇ ಮುಖ್ಯ. ಹೌದು, ಸರಿಯಾಗಿ ನಿದ್ರೆ ಬರದಿದ್ದರೆ, ವಿವಿಧ ಆರೋಗ್ಯ ಸಮಸ್ಯೆಗಳು ಕೂಡ ಬರಬಹುದು. ಈ ನಿದ್ರೆಯ ಕೊರತೆಯು ಮಾನಸಿಕ ಕಿರಿಕಿರಿಯನ್ನುಂಟುಮಾಡುವುದಲ್ಲದೆ, ಹೃದಯ ಮತ್ತು ಹೊಟ್ಟೆಗೆ ಸಂಬಂಧಿಸಿದ ಸಮಸ್ಯೆಗಳನ್ನು ಸಹ ಉಂಟುಮಾಡುತ್ತದೆ. ಮಾತ್ರವಲ್ಲ ನಿದ್ರೆಯಿಲ್ಲದೆ ಅಡಚಣೆಯು ನಮ್ಮ ಆರೋಗ್ಯದ ಮೇಲೆ ನೇರವಾಗಿ ಪರಿಣಾಮ ಬೀರುತ್ತದೆ ಎಂದು ಅನೇಕ ಅಧ್ಯಯನಗಳಿಂದ ತಿಳಿದು ಬಂದಿದೆ. ಇದು ಕೆಲವು ಲಕ್ಷಣಗಳ ಮೂಲಕ ಸ್ಪಷ್ಟವಾಗಿ ಗೋಚರಿಸುತ್ತದೆ. ಆದರೆ ಅವುಗಳನ್ನು ಸಮಯಕ್ಕೆ ಸರಿಯಾಗಿ ಗುರುತಿಸಲು ವಿಫಲರಾದರೆ ಅವು ತೀವ್ರವಾಗಬಹುದು. ಹಾಗಾಗಿ ನಿಮ್ಮ ದೇಹವನ್ನು ಆರೋಗ್ಯವಾಗಿಡಲು 7 ರಿಂದ 8 ಗಂಟೆಗಳ ನಿದ್ರೆ ಮಾಡುವುದು ಬಹಳ ಮುಖ್ಯ. ಹಾಗಾದರೆ ನಿದ್ರೆ ಸರಿಯಾಗಿ ಆಗದಿದ್ದಾಗ ಯಾವ ರೀತಿಯ ಲಕ್ಷಣಗಳು ಕಾಣಿಸಿಕೊಳ್ಳುತ್ತವೆ? ನಮ್ಮ ಆರೋಗ್ಯ ಹೇಗೆ ಹಾಳಾಗುತ್ತದೆ? ಯಾವ ಯಾವ ಕಾಯಿಲೆಗಳು ಕಂಡುಬರುತ್ತವೆ ಎಂಬ ಮಾಹಿತಿ ಇಲ್ಲಿದೆ [50,1201,280,1500]
ear-headline-1: ಕಿವಿ [331,332,396,400]
fake-subhead-3: ಎಂ ಆರ್ ಪಿ, ಬ್ಯಾಚ್ ಸಂಖ್ಯೆ ಮತ್ತು ಅವಧಿ ಮುಗಿದಿರುವ ದಿನಾಂಕ ಪರಿಶೀಲಿಸಿ [698,795,973,828]
earbud-photo [266,768,466,948]
sleep-vert-2: ನಾ [300,1366,355,1436]
